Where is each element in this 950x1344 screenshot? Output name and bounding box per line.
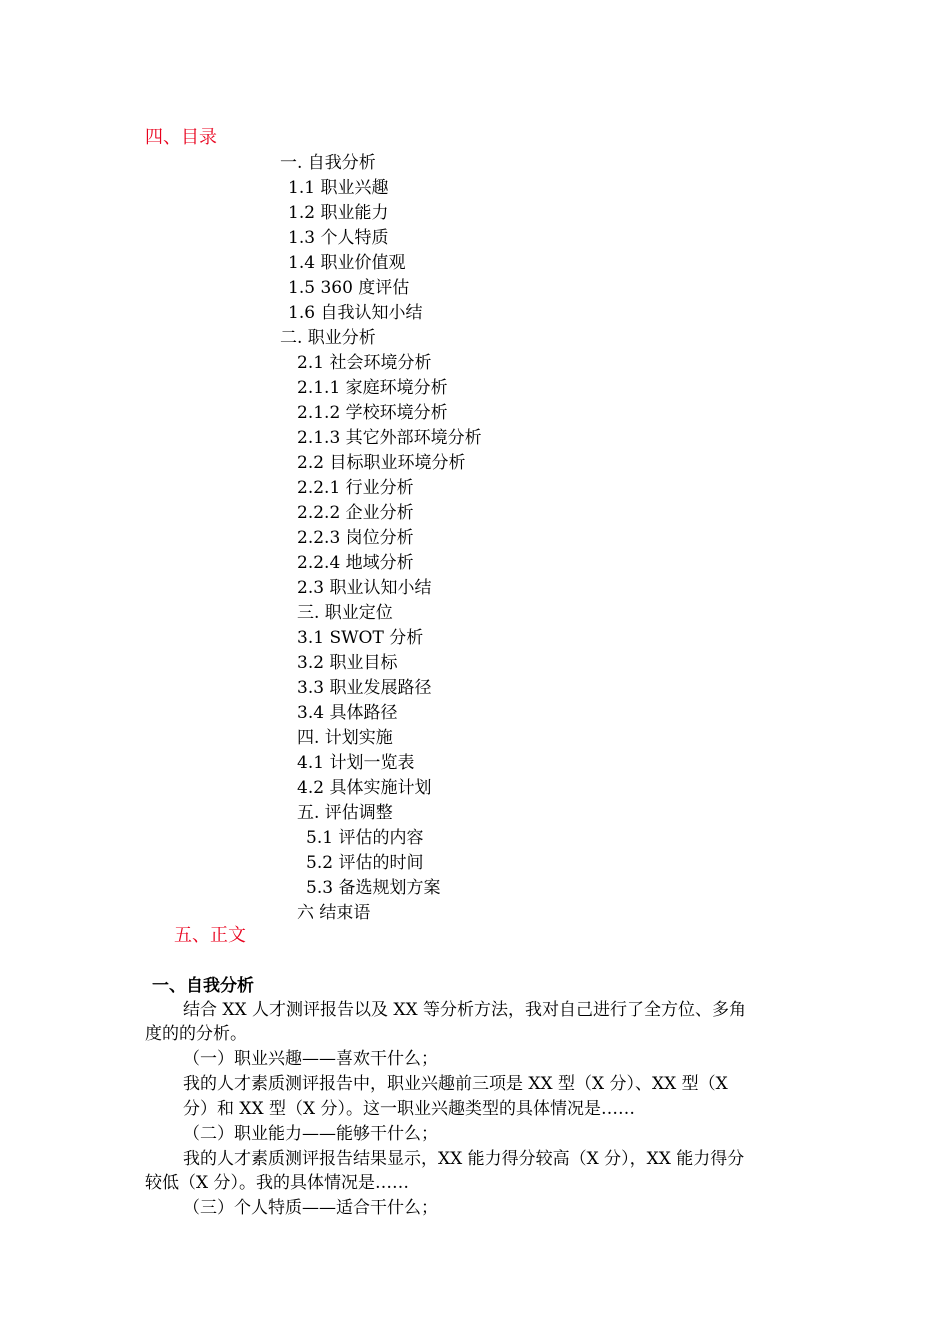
toc-item: 1.5 360 度评估 [288,278,410,298]
paragraph-line: 较低（X 分）。我的具体情况是…… [145,1173,410,1193]
subsection-title: （二）职业能力——能够干什么； [183,1124,438,1144]
toc-item: 三. 职业定位 [297,603,393,623]
toc-item: 1.6 自我认知小结 [288,303,423,323]
paragraph-line: 我的人才素质测评报告中，职业兴趣前三项是 XX 型（X 分）、XX 型（X [183,1074,728,1094]
paragraph-line: 我的人才素质测评报告结果显示，XX 能力得分较高（X 分），XX 能力得分 [183,1149,745,1169]
toc-item: 4.1 计划一览表 [297,753,415,773]
toc-item: 5.2 评估的时间 [306,853,424,873]
section-title: 一、自我分析 [152,976,254,996]
toc-item: 2.1.3 其它外部环境分析 [297,428,482,448]
toc-item: 四. 计划实施 [297,728,393,748]
toc-item: 2.2.3 岗位分析 [297,528,414,548]
paragraph-line: 分）和 XX 型（X 分）。这一职业兴趣类型的具体情况是…… [183,1099,636,1119]
toc-item: 一. 自我分析 [280,153,376,173]
toc-item: 1.1 职业兴趣 [288,178,389,198]
toc-item: 二. 职业分析 [280,328,376,348]
toc-item: 1.4 职业价值观 [288,253,406,273]
toc-item: 2.2 目标职业环境分析 [297,453,466,473]
subsection-title: （一）职业兴趣——喜欢干什么； [183,1049,438,1069]
toc-item: 2.3 职业认知小结 [297,578,432,598]
toc-item: 5.1 评估的内容 [306,828,424,848]
paragraph-line: 度的的分析。 [145,1024,247,1044]
toc-item: 五. 评估调整 [297,803,393,823]
toc-item: 2.1.1 家庭环境分析 [297,378,448,398]
toc-item: 5.3 备选规划方案 [306,878,441,898]
toc-item: 2.2.1 行业分析 [297,478,414,498]
toc-item: 2.1.2 学校环境分析 [297,403,448,423]
toc-item: 4.2 具体实施计划 [297,778,432,798]
subsection-title: （三）个人特质——适合干什么； [183,1198,438,1218]
toc-item: 1.3 个人特质 [288,228,389,248]
toc-item: 3.3 职业发展路径 [297,678,432,698]
toc-item: 2.2.2 企业分析 [297,503,414,523]
toc-heading: 四、目录 [145,127,217,148]
toc-item: 3.4 具体路径 [297,703,398,723]
toc-item: 2.2.4 地域分析 [297,553,414,573]
toc-item: 1.2 职业能力 [288,203,389,223]
toc-item: 3.2 职业目标 [297,653,398,673]
toc-item: 2.1 社会环境分析 [297,353,432,373]
toc-item: 六 结束语 [297,903,371,923]
toc-item: 3.1 SWOT 分析 [297,628,424,648]
paragraph-line: 结合 XX 人才测评报告以及 XX 等分析方法，我对自己进行了全方位、多角 [183,1000,747,1020]
body-heading: 五、正文 [174,925,246,946]
